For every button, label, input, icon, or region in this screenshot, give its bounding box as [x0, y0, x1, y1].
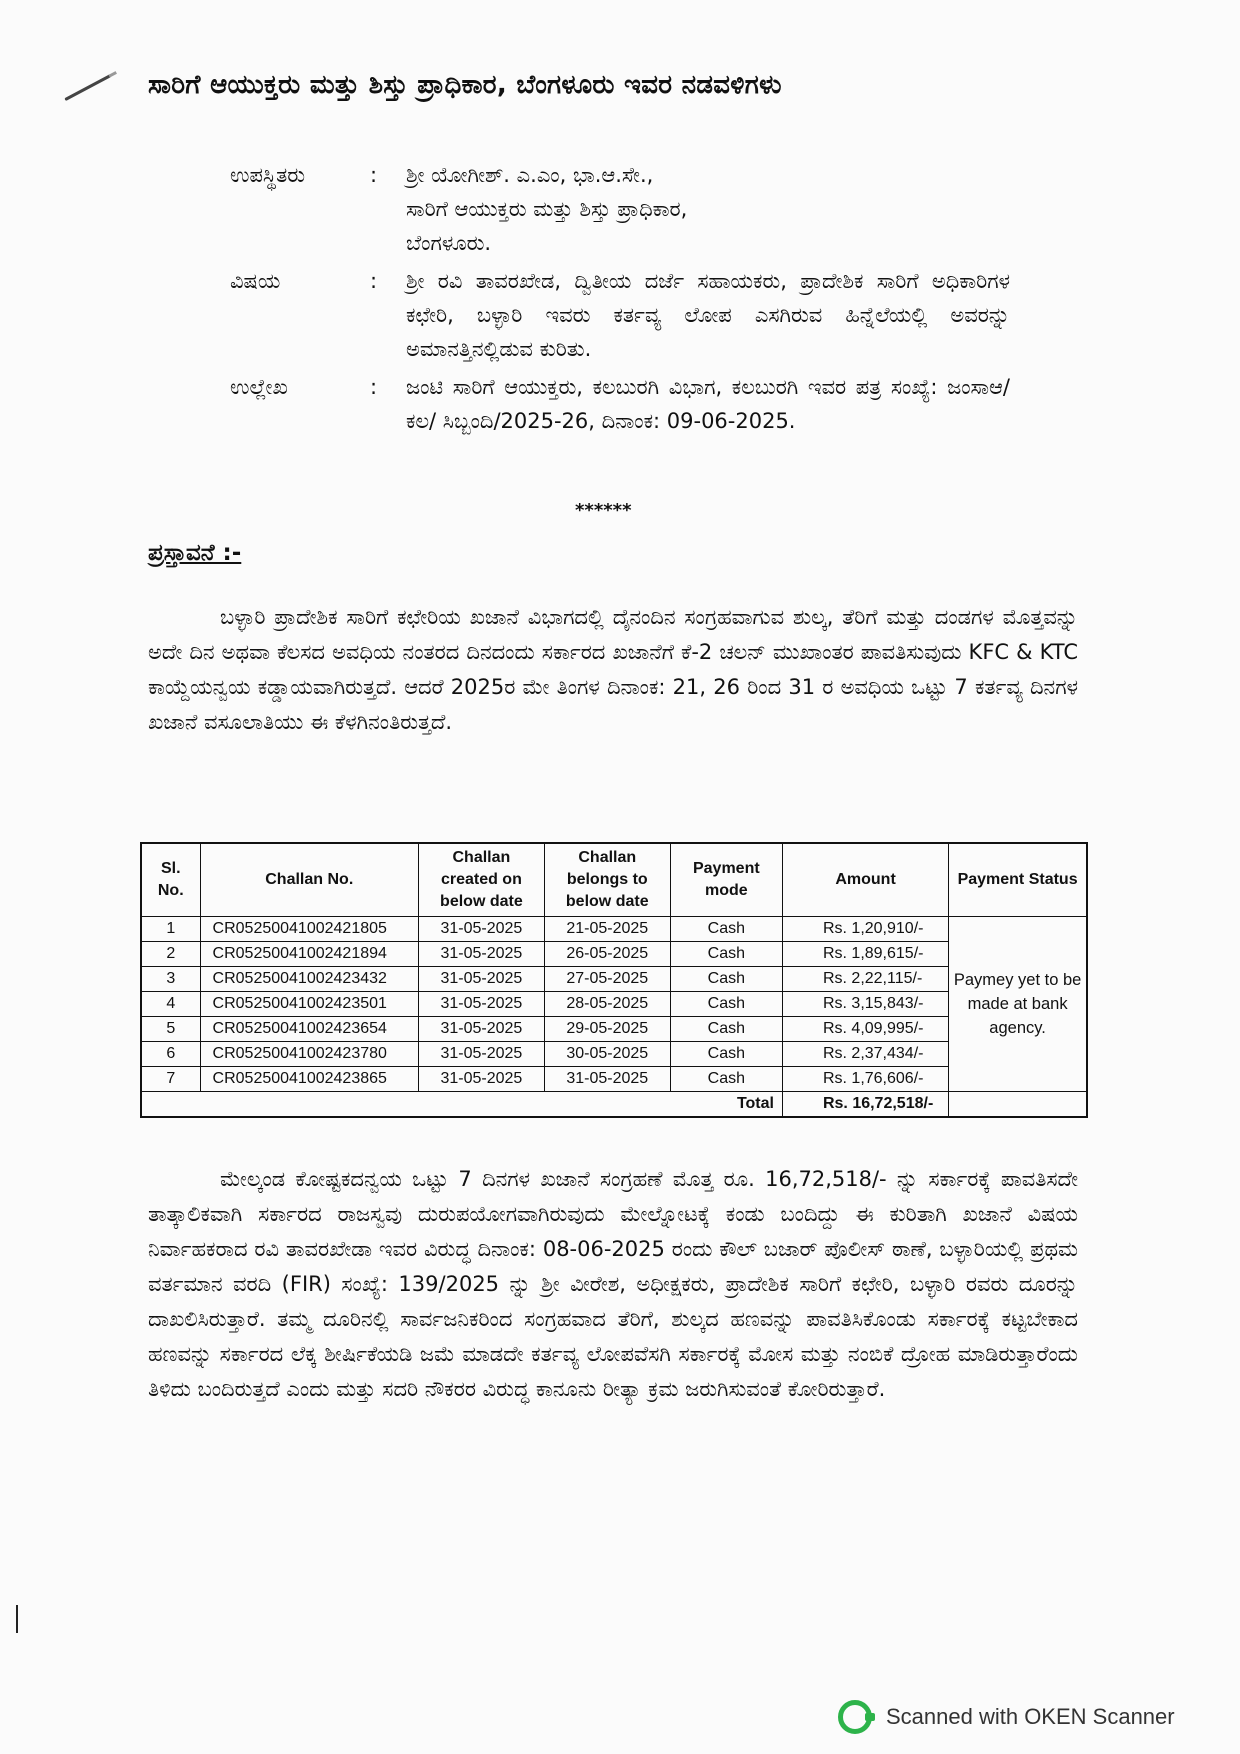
table-row — [141, 942, 1087, 967]
cell-sl-no: 7 — [141, 1067, 200, 1092]
cell-sl-no: 4 — [141, 992, 200, 1017]
reference-value: ಜಂಟಿ ಸಾರಿಗೆ ಆಯುಕ್ತರು, ಕಲಬುರಗಿ ವಿಭಾಗ, ಕಲಬುರಗಿ ಇವರ ಪತ್ರ ಸಂಖ್ಯೆ: ಜಂಸಾಆ/ಕಲ/ ಸಿಬ್ಬಂದಿ/2025-26, ದಿನಾಂಕ: 09-06-2025. — [406, 375, 1010, 433]
total-amount: Rs. 16,72,518/- — [782, 1092, 948, 1118]
cell-belongs-date: 21-05-2025 — [544, 917, 670, 942]
table-header-row — [141, 843, 1087, 917]
table-total-row — [141, 1092, 1087, 1118]
present-line: ಶ್ರೀ ಯೋಗೀಶ್. ಎ.ಎಂ, ಭಾ.ಆ.ಸೇ., — [406, 163, 654, 187]
cell-created-date: 31-05-2025 — [418, 992, 544, 1017]
cell-belongs-date: 29-05-2025 — [544, 1017, 670, 1042]
table-row — [141, 917, 1087, 942]
cell-amount: Rs. 2,22,115/- — [782, 967, 948, 992]
cell-sl-no: 2 — [141, 942, 200, 967]
cell-challan-no: CR05250041002423501 — [200, 992, 418, 1017]
header-challan-no: Challan No. — [200, 843, 418, 917]
cell-amount: Rs. 1,20,910/- — [782, 917, 948, 942]
total-label: Total — [670, 1092, 782, 1118]
cell-sl-no: 6 — [141, 1042, 200, 1067]
cell-challan-no: CR05250041002423780 — [200, 1042, 418, 1067]
cell-payment-mode: Cash — [670, 1017, 782, 1042]
cell-payment-mode: Cash — [670, 1067, 782, 1092]
cell-challan-no: CR05250041002423432 — [200, 967, 418, 992]
scanner-watermark — [838, 1700, 1175, 1734]
cell-created-date: 31-05-2025 — [418, 942, 544, 967]
cell-sl-no: 5 — [141, 1017, 200, 1042]
cell-challan-no: CR05250041002421805 — [200, 917, 418, 942]
table-row — [141, 1017, 1087, 1042]
header-belongs-date: Challan belongs to below date — [544, 843, 670, 917]
section-title: ಪ್ರಸ್ತಾವನೆ :- — [148, 540, 242, 566]
cell-belongs-date: 28-05-2025 — [544, 992, 670, 1017]
pen-mark — [64, 74, 111, 101]
cell-belongs-date: 30-05-2025 — [544, 1042, 670, 1067]
cell-belongs-date: 26-05-2025 — [544, 942, 670, 967]
subject-row — [230, 264, 1010, 366]
present-label: ಉಪಸ್ಥಿತರು — [230, 163, 306, 187]
cell-challan-no: CR05250041002423654 — [200, 1017, 418, 1042]
subject-label: ವಿಷಯ — [230, 269, 281, 293]
cell-created-date: 31-05-2025 — [418, 1067, 544, 1092]
total-status-blank — [949, 1092, 1087, 1118]
table-row — [141, 1042, 1087, 1067]
cell-payment-mode: Cash — [670, 967, 782, 992]
colon: : — [370, 163, 378, 187]
cell-amount: Rs. 2,37,434/- — [782, 1042, 948, 1067]
present-value — [406, 158, 1010, 260]
cell-challan-no: CR05250041002421894 — [200, 942, 418, 967]
table-row — [141, 967, 1087, 992]
cell-payment-mode: Cash — [670, 917, 782, 942]
subject-value: ಶ್ರೀ ರವಿ ತಾವರಖೇಡ, ದ್ವಿತೀಯ ದರ್ಜೆ ಸಹಾಯಕರು, ಪ್ರಾದೇಶಿಕ ಸಾರಿಗೆ ಅಧಿಕಾರಿಗಳ ಕಛೇರಿ, ಬಳ್ಳಾರಿ ಇವರು ಕರ್ತವ್ಯ ಲೋಪ ಎಸಗಿರುವ ಹಿನ್ನೆಲೆಯಲ್ಲಿ ಅವರನ್ನು ಅಮಾನತ್ತಿನಲ್ಲಿಡುವ ಕುರಿತು. — [406, 269, 1010, 361]
cell-created-date: 31-05-2025 — [418, 917, 544, 942]
cell-belongs-date: 31-05-2025 — [544, 1067, 670, 1092]
present-row — [230, 158, 1010, 260]
document-heading: ಸಾರಿಗೆ ಆಯುಕ್ತರು ಮತ್ತು ಶಿಸ್ತು ಪ್ರಾಧಿಕಾರ, ಬೆಂಗಳೂರು ಇವರ ನಡವಳಿಗಳು — [148, 70, 782, 100]
cell-amount: Rs. 3,15,843/- — [782, 992, 948, 1017]
cell-payment-mode: Cash — [670, 942, 782, 967]
table-row — [141, 1067, 1087, 1092]
paragraph-intro: ಬಳ್ಳಾರಿ ಪ್ರಾದೇಶಿಕ ಸಾರಿಗೆ ಕಛೇರಿಯ ಖಜಾನೆ ವಿಭಾಗದಲ್ಲಿ ದೈನಂದಿನ ಸಂಗ್ರಹವಾಗುವ ಶುಲ್ಕ, ತೆರಿಗೆ ಮತ್ತು ದಂಡಗಳ ಮೊತ್ತವನ್ನು ಅದೇ ದಿನ ಅಥವಾ ಕೆಲಸದ ಅವಧಿಯ ನಂತರದ ದಿನದಂದು ಸರ್ಕಾರದ ಖಜಾನೆಗೆ ಕೆ-2 ಚಲನ್ ಮುಖಾಂತರ ಪಾವತಿಸುವುದು KFC & KTC ಕಾಯ್ದೆಯನ್ವಯ ಕಡ್ಡಾಯವಾಗಿರುತ್ತದೆ. ಆದರೆ 2025ರ ಮೇ ತಿಂಗಳ ದಿನಾಂಕ: 21, 26 ರಿಂದ 31 ರ ಅವಧಿಯ ಒಟ್ಟು 7 ಕರ್ತವ್ಯ ದಿನಗಳ ಖಜಾನೆ ವಸೂಲಾತಿಯು ಈ ಕೆಳಗಿನಂತಿರುತ್ತದೆ. — [148, 605, 1078, 734]
oken-logo-icon — [838, 1700, 872, 1734]
scanner-watermark-text: Scanned with OKEN Scanner — [886, 1704, 1175, 1729]
cell-created-date: 31-05-2025 — [418, 1042, 544, 1067]
cell-payment-mode: Cash — [670, 1042, 782, 1067]
margin-mark — [16, 1605, 18, 1633]
cell-created-date: 31-05-2025 — [418, 1017, 544, 1042]
present-line: ಬೆಂಗಳೂರು. — [406, 231, 492, 255]
separator-stars: ****** — [575, 500, 632, 521]
header-payment-status: Payment Status — [949, 843, 1087, 917]
cell-payment-mode: Cash — [670, 992, 782, 1017]
colon: : — [370, 375, 378, 399]
total-blank-cell — [141, 1092, 670, 1118]
paragraph-findings: ಮೇಲ್ಕಂಡ ಕೋಷ್ಟಕದನ್ವಯ ಒಟ್ಟು 7 ದಿನಗಳ ಖಜಾನೆ ಸಂಗ್ರಹಣೆ ಮೊತ್ತ ರೂ. 16,72,518/- ನ್ನು ಸರ್ಕಾರಕ್ಕೆ ಪಾವತಿಸದೇ ತಾತ್ಕಾಲಿಕವಾಗಿ ಸರ್ಕಾರದ ರಾಜಸ್ವವು ದುರುಪಯೋಗವಾಗಿರುವುದು ಮೇಲ್ನೋಟಕ್ಕೆ ಕಂಡು ಬಂದಿದ್ದು ಈ ಕುರಿತಾಗಿ ಖಜಾನೆ ವಿಷಯ ನಿರ್ವಾಹಕರಾದ ರವಿ ತಾವರಖೇಡಾ ಇವರ ವಿರುದ್ಧ ದಿನಾಂಕ: 08-06-2025 ರಂದು ಕೌಲ್ ಬಜಾರ್ ಪೊಲೀಸ್ ಠಾಣೆ, ಬಳ್ಳಾರಿಯಲ್ಲಿ ಪ್ರಥಮ ವರ್ತಮಾನ ವರದಿ (FIR) ಸಂಖ್ಯೆ: 139/2025 ನ್ನು ಶ್ರೀ ವೀರೇಶ, ಅಧೀಕ್ಷಕರು, ಪ್ರಾದೇಶಿಕ ಸಾರಿಗೆ ಕಛೇರಿ, ಬಳ್ಳಾರಿ ರವರು ದೂರನ್ನು ದಾಖಲಿಸಿರುತ್ತಾರೆ. ತಮ್ಮ ದೂರಿನಲ್ಲಿ ಸಾರ್ವಜನಿಕರಿಂದ ಸಂಗ್ರಹವಾದ ತೆರಿಗೆ, ಶುಲ್ಕದ ಹಣವನ್ನು ಪಾವತಿಸಿಕೊಂಡು ಸರ್ಕಾರಕ್ಕೆ ಕಟ್ಟಬೇಕಾದ ಹಣವನ್ನು ಸರ್ಕಾರದ ಲೆಕ್ಕ ಶೀರ್ಷಿಕೆಯಡಿ ಜಮೆ ಮಾಡದೇ ಕರ್ತವ್ಯ ಲೋಪವೆಸಗಿ ಸರ್ಕಾರಕ್ಕೆ ಮೋಸ ಮತ್ತು ನಂಬಿಕೆ ದ್ರೋಹ ಮಾಡಿರುತ್ತಾರೆಂದು ತಿಳಿದು ಬಂದಿರುತ್ತದೆ ಎಂದು ಮತ್ತು ಸದರಿ ನೌಕರರ ವಿರುದ್ಧ ಕಾನೂನು ರೀತ್ಯಾ ಕ್ರಮ ಜರುಗಿಸುವಂತೆ ಕೋರಿರುತ್ತಾರೆ. — [148, 1167, 1078, 1401]
cell-sl-no: 1 — [141, 917, 200, 942]
reference-row — [230, 370, 1010, 438]
cell-amount: Rs. 4,09,995/- — [782, 1017, 948, 1042]
challan-table — [140, 842, 1088, 1118]
colon: : — [370, 269, 378, 293]
reference-label: ಉಲ್ಲೇಖ — [230, 375, 288, 399]
header-created-date: Challan created on below date — [418, 843, 544, 917]
header-payment-mode: Payment mode — [670, 843, 782, 917]
header-amount: Amount — [782, 843, 948, 917]
cell-sl-no: 3 — [141, 967, 200, 992]
present-line: ಸಾರಿಗೆ ಆಯುಕ್ತರು ಮತ್ತು ಶಿಸ್ತು ಪ್ರಾಧಿಕಾರ, — [406, 197, 688, 221]
meta-block — [230, 158, 1010, 442]
cell-belongs-date: 27-05-2025 — [544, 967, 670, 992]
cell-payment-status: Paymey yet to be made at bank agency. — [949, 917, 1087, 1092]
cell-challan-no: CR05250041002423865 — [200, 1067, 418, 1092]
table-row — [141, 992, 1087, 1017]
cell-amount: Rs. 1,76,606/- — [782, 1067, 948, 1092]
header-sl-no: Sl. No. — [141, 843, 200, 917]
cell-amount: Rs. 1,89,615/- — [782, 942, 948, 967]
cell-created-date: 31-05-2025 — [418, 967, 544, 992]
